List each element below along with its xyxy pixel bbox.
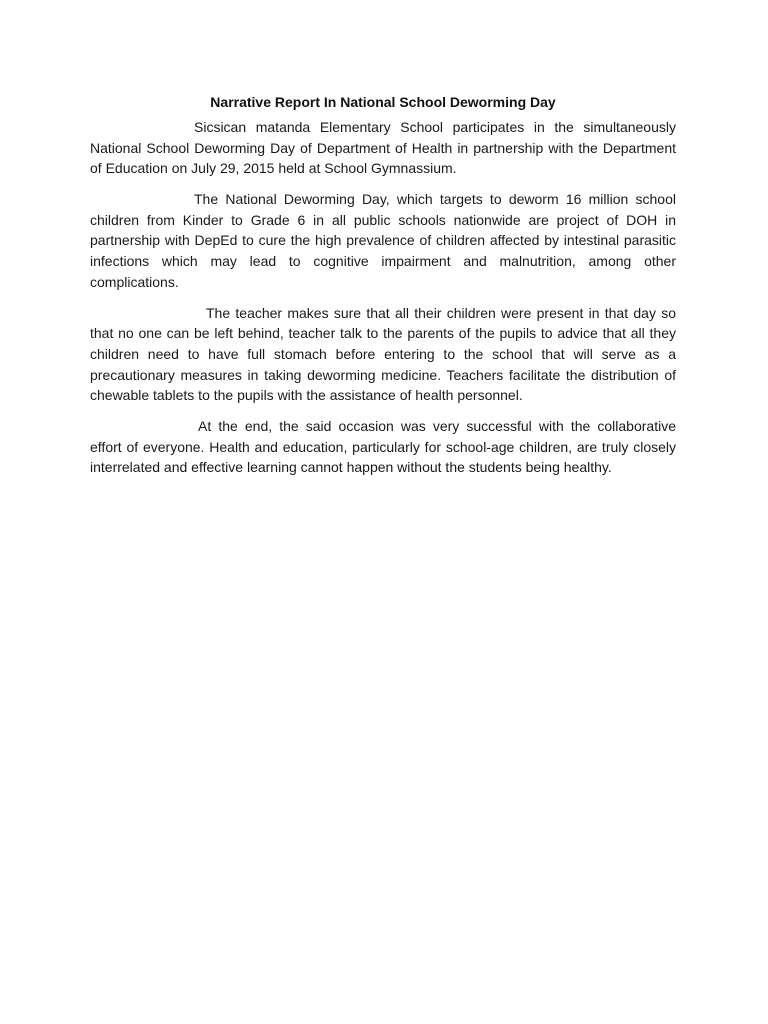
document-body [90,92,676,489]
paragraph-3: The teacher makes sure that all their children were present in that day so that no one can be left behind, teacher talk to the parents of the pupils to advice that all they children need to have full stomach before entering to the school that will serve as a precautionary measures in taking deworming medicine. Teachers facilitate the distribution of chewable tablets to the pupils with the assistance of health personnel. [90,304,676,404]
document-title: Narrative Report In National School Deworming Day [210,94,556,110]
paragraph-2: The National Deworming Day, which targets to deworm 16 million school children from Kinder to Grade 6 in all public schools nationwide are project of DOH in partnership with DepEd to cure the high prevalence of children affected by intestinal parasitic infections which may lead to cognitive impairment and malnutrition, among other complications. [90,191,676,290]
paragraph-1: Sicsican matanda Elementary School participates in the simultaneously National School Deworming Day of Department of Health in partnership with the Department of Education on July 29, 2015 held at School Gymnassium. [90,119,676,177]
paragraph-4: At the end, the said occasion was very successful with the collaborative effort of everyone. Health and education, particularly for school-age children, are truly closely interrelated and effective learning cannot happen without the students being healthy. [90,418,676,476]
